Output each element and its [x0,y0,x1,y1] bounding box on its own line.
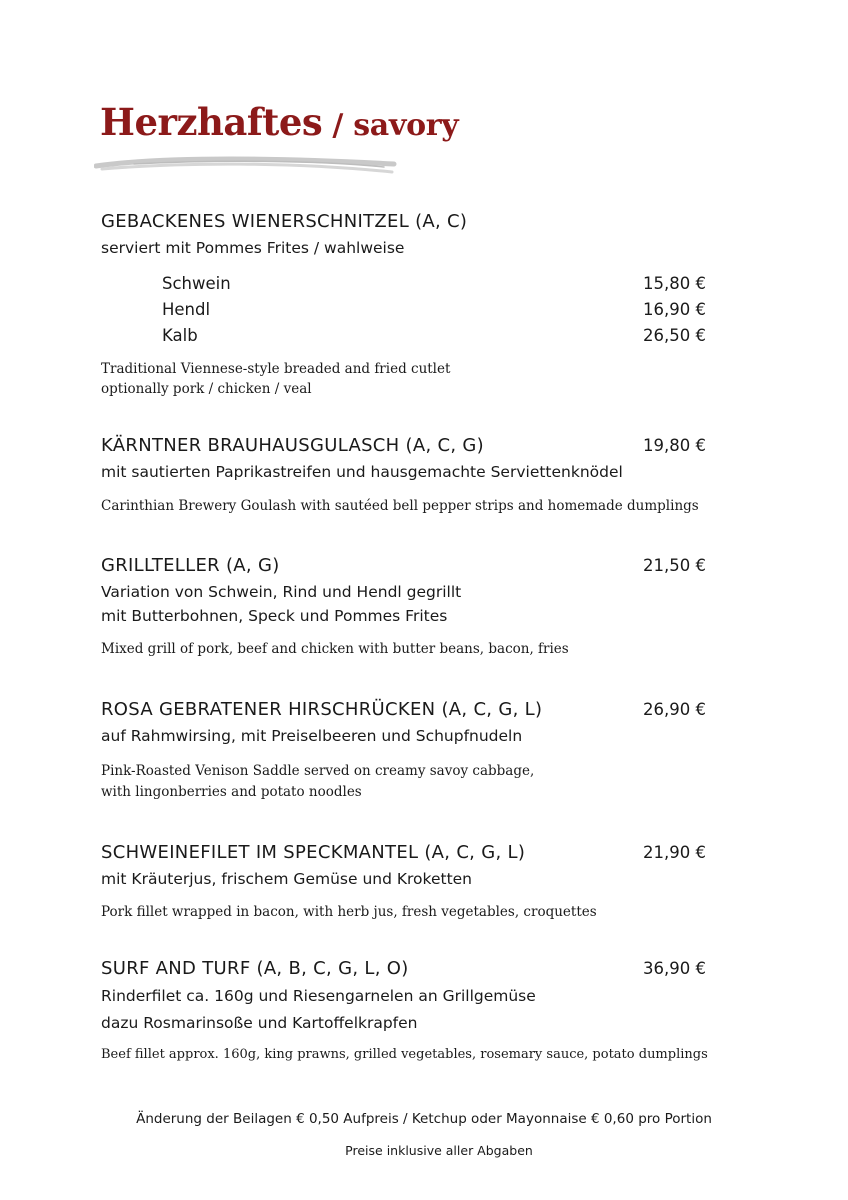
dish-name: GRILLTELLER (A, G) [101,555,280,576]
english-description: Pork fillet wrapped in bacon, with herb jus, fresh vegetables, croquettes [101,904,597,920]
option-price: 26,50 € [643,326,706,345]
option-price: 16,90 € [643,300,706,319]
dish-price: 21,50 € [643,556,706,575]
option-price: 15,80 € [643,274,706,293]
english-description: optionally pork / chicken / veal [101,381,312,397]
dish-price: 21,90 € [643,843,706,862]
option-label: Schwein [162,274,231,293]
dish-description: mit sautierten Paprikastreifen und hausgemachte Serviettenknödel [101,463,623,481]
dish-description: Rinderfilet ca. 160g und Riesengarnelen an Grillgemüse [101,987,536,1005]
dish-description: Variation von Schwein, Rind und Hendl gegrillt [101,583,462,601]
dish-description: mit Butterbohnen, Speck und Pommes Frites [101,607,448,625]
dish-name: GEBACKENES WIENERSCHNITZEL (A, C) [101,211,468,232]
option-label: Kalb [162,326,198,345]
english-description: Carinthian Brewery Goulash with sautéed bell pepper strips and homemade dumplings [101,498,699,514]
title-main: Herzhaftes [100,100,323,144]
dish-name: ROSA GEBRATENER HIRSCHRÜCKEN (A, C, G, L) [101,699,543,720]
dish-price: 19,80 € [643,436,706,455]
english-description: Traditional Viennese-style breaded and fried cutlet [101,361,451,377]
english-description: Pink-Roasted Venison Saddle served on creamy savoy cabbage, [101,763,535,779]
dish-name: SURF AND TURF (A, B, C, G, L, O) [101,958,409,979]
option-label: Hendl [162,300,211,319]
dish-description: mit Kräuterjus, frischem Gemüse und Kroketten [101,870,473,888]
dish-price: 36,90 € [643,959,706,978]
english-description: with lingonberries and potato noodles [101,784,362,800]
dish-name: SCHWEINEFILET IM SPECKMANTEL (A, C, G, L) [101,842,526,863]
footer-note: Änderung der Beilagen € 0,50 Aufpreis / Ketchup oder Mayonnaise € 0,60 pro Portion [136,1111,712,1127]
brush-stroke-divider [94,150,404,180]
dish-price: 26,90 € [643,700,706,719]
page-title [100,100,458,144]
dish-description: auf Rahmwirsing, mit Preiselbeeren und Schupfnudeln [101,727,523,745]
title-sub: savory [353,108,459,143]
title-separator: / [322,108,354,143]
english-description: Beef fillet approx. 160g, king prawns, grilled vegetables, rosemary sauce, potato dumplings [101,1047,708,1062]
english-description: Mixed grill of pork, beef and chicken with butter beans, bacon, fries [101,641,569,657]
footer-tax-note: Preise inklusive aller Abgaben [345,1143,533,1158]
dish-name: KÄRNTNER BRAUHAUSGULASCH (A, C, G) [101,435,484,456]
dish-description: serviert mit Pommes Frites / wahlweise [101,239,405,257]
dish-description: dazu Rosmarinsoße und Kartoffelkrapfen [101,1014,418,1032]
